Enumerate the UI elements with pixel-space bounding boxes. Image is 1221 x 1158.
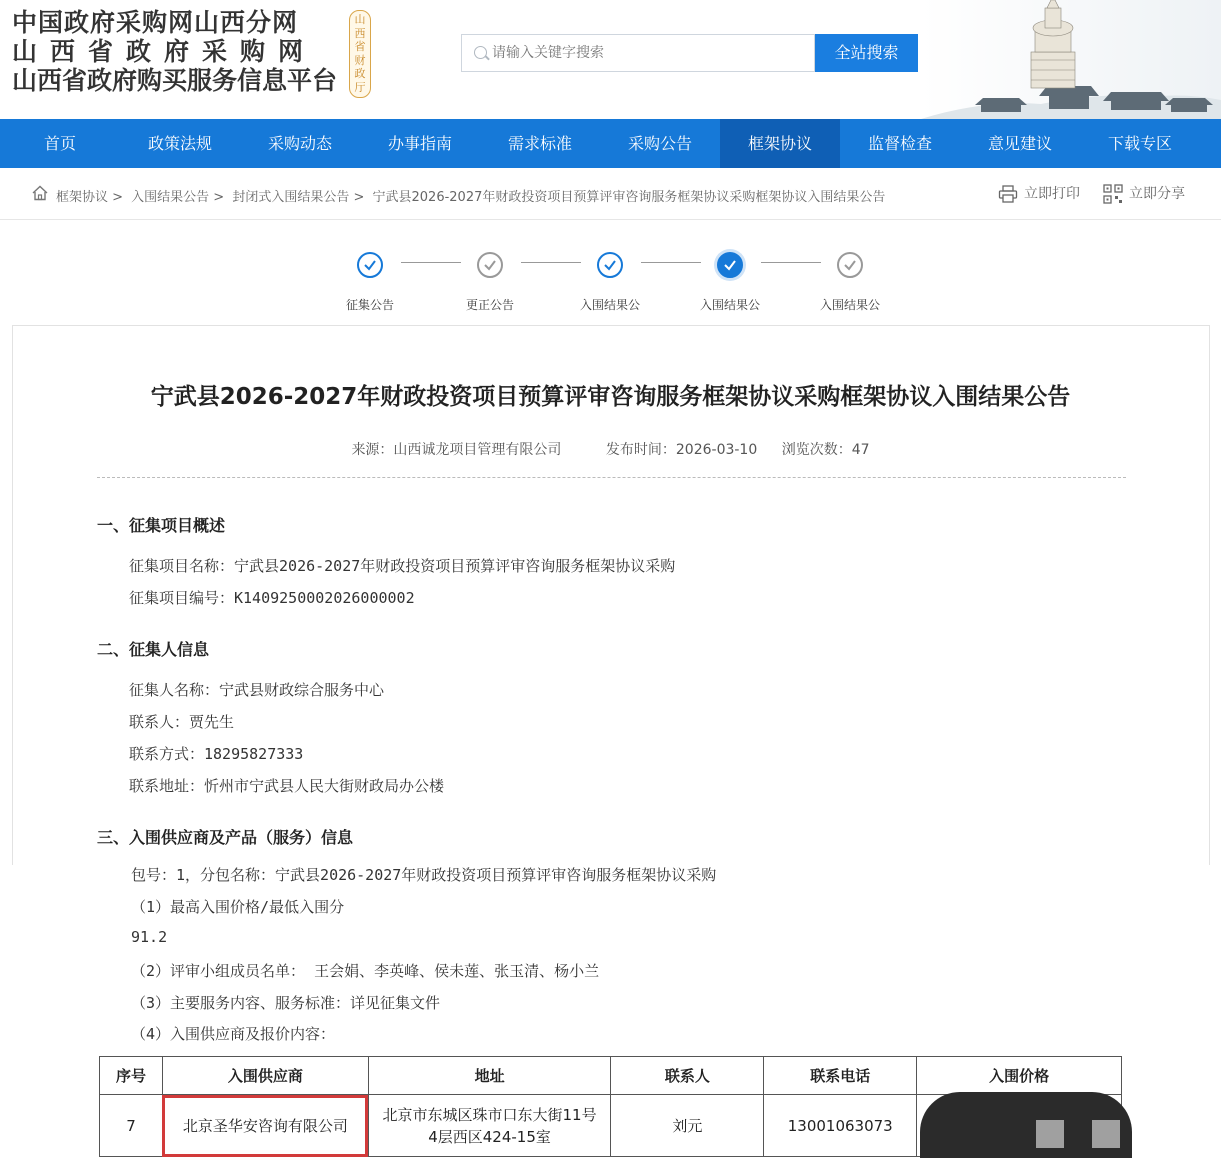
mosaic-block [1092, 1120, 1120, 1148]
nav-feedback[interactable]: 意见建议 [987, 134, 1052, 153]
printer-icon [998, 185, 1018, 203]
max-price-value: 91.2 [131, 928, 168, 946]
check-icon [357, 252, 383, 278]
search-box [461, 34, 815, 72]
col-header-contact: 联系人 [611, 1057, 764, 1095]
cell-contact: 刘元 [611, 1095, 764, 1157]
qr-code-icon [1103, 184, 1123, 204]
address-line-1: 北京市东城区珠市口东大街11号 [382, 1105, 597, 1124]
max-price-label: （1）最高入围价格/最低入围分 [131, 898, 345, 916]
mosaic-block [1036, 1120, 1064, 1148]
search-input[interactable] [492, 35, 812, 71]
step-label: 入围结果公 [579, 298, 640, 312]
print-label: 立即打印 [1024, 186, 1080, 202]
site-logo[interactable] [12, 8, 337, 95]
cell-supplier-highlighted: 北京圣华安咨询有限公司 [162, 1095, 368, 1157]
section-2-heading: 二、征集人信息 [97, 640, 210, 659]
purchaser-name: 征集人名称：宁武县财政综合服务中心 [129, 681, 385, 699]
panel-members: （2）评审小组成员名单： 王会娟、李英峰、侯未莲、张玉清、杨小兰 [131, 962, 600, 980]
article-source: 来源：山西诚龙项目管理有限公司 [351, 442, 562, 458]
nav-standards[interactable]: 需求标准 [507, 134, 572, 153]
col-header-supplier: 入围供应商 [162, 1057, 368, 1095]
step-3[interactable] [570, 252, 650, 312]
breadcrumb [56, 186, 889, 205]
progress-steps [0, 240, 1221, 320]
print-button[interactable] [998, 183, 1080, 203]
nav-supervision[interactable]: 监督检查 [867, 134, 932, 153]
home-icon[interactable] [32, 185, 48, 201]
nav-policy[interactable]: 政策法规 [147, 134, 212, 153]
project-number: 征集项目编号：K1409250002026000002 [129, 589, 415, 607]
breadcrumb-closed-results[interactable]: 封闭式入围结果公告 > [232, 190, 365, 205]
step-label: 更正公告 [465, 298, 514, 312]
breadcrumb-framework[interactable]: 框架协议 > [56, 190, 124, 205]
purchaser-phone: 联系方式：18295827333 [129, 745, 304, 763]
col-header-price: 入围价格 [917, 1057, 1122, 1095]
article-views: 浏览次数：47 [781, 442, 870, 458]
search-icon [474, 46, 487, 59]
col-header-no: 序号 [100, 1057, 163, 1095]
step-2[interactable] [450, 252, 530, 312]
step-4-current[interactable] [690, 252, 770, 312]
article-date: 发布时间：2026-03-10 [605, 442, 758, 458]
main-nav [0, 119, 1221, 168]
check-icon [837, 252, 863, 278]
share-label: 立即分享 [1129, 186, 1185, 202]
check-icon [717, 252, 743, 278]
finance-dept-seal: 山西省财政厅 [349, 10, 371, 98]
site-header [0, 0, 1221, 119]
nav-guide[interactable]: 办事指南 [387, 134, 452, 153]
project-name: 征集项目名称：宁武县2026-2027年财政投资项目预算评审咨询服务框架协议采购 [129, 557, 676, 575]
breadcrumb-current: 宁武县2026-2027年财政投资项目预算评审咨询服务框架协议采购框架协议入围结果公告 [372, 190, 886, 205]
table-header-row [100, 1057, 1122, 1095]
divider [97, 477, 1126, 478]
purchaser-address: 联系地址：忻州市宁武县人民大街财政局办公楼 [129, 777, 445, 795]
logo-line-3: 山西省政府购买服务信息平台 [12, 66, 338, 95]
nav-downloads[interactable]: 下载专区 [1107, 134, 1172, 153]
purchaser-contact: 联系人：贾先生 [129, 713, 235, 731]
package-info: 包号：1，分包名称：宁武县2026-2027年财政投资项目预算评审咨询服务框架协议采购 [131, 866, 717, 884]
section-1-heading: 一、征集项目概述 [97, 516, 226, 535]
col-header-phone: 联系电话 [764, 1057, 917, 1095]
supplier-list-label: （4）入围供应商及报价内容： [131, 1025, 336, 1043]
cell-no: 7 [100, 1095, 163, 1157]
check-icon [597, 252, 623, 278]
step-label: 入围结果公 [699, 298, 760, 312]
article-title: 宁武县2026-2027年财政投资项目预算评审咨询服务框架协议采购框架协议入围结果公告 [150, 384, 1071, 410]
breadcrumb-bar [0, 168, 1221, 220]
check-icon [477, 252, 503, 278]
nav-announcements[interactable]: 采购公告 [627, 134, 692, 153]
step-5[interactable] [810, 252, 890, 312]
section-3-heading: 三、入围供应商及产品（服务）信息 [97, 828, 354, 847]
nav-home[interactable]: 首页 [43, 134, 76, 153]
step-label: 入围结果公 [819, 298, 880, 312]
cell-address [368, 1095, 611, 1157]
cell-phone: 13001063073 [764, 1095, 917, 1157]
service-content: （3）主要服务内容、服务标准：详见征集文件 [131, 994, 441, 1012]
logo-line-2: 山西省政府采购网 [12, 37, 317, 66]
nav-news[interactable]: 采购动态 [267, 134, 332, 153]
breadcrumb-results[interactable]: 入围结果公告 > [131, 190, 225, 205]
address-line-2: 4层西区424-15室 [428, 1127, 551, 1146]
step-1[interactable] [330, 252, 410, 312]
share-button[interactable] [1103, 183, 1185, 204]
pagoda-banner-image [921, 0, 1221, 119]
col-header-address: 地址 [368, 1057, 611, 1095]
logo-line-1: 中国政府采购网山西分网 [12, 8, 299, 37]
site-search-button[interactable]: 全站搜索 [815, 34, 918, 72]
article-meta [0, 439, 1221, 459]
step-label: 征集公告 [345, 298, 394, 312]
nav-framework[interactable]: 框架协议 [720, 119, 840, 168]
